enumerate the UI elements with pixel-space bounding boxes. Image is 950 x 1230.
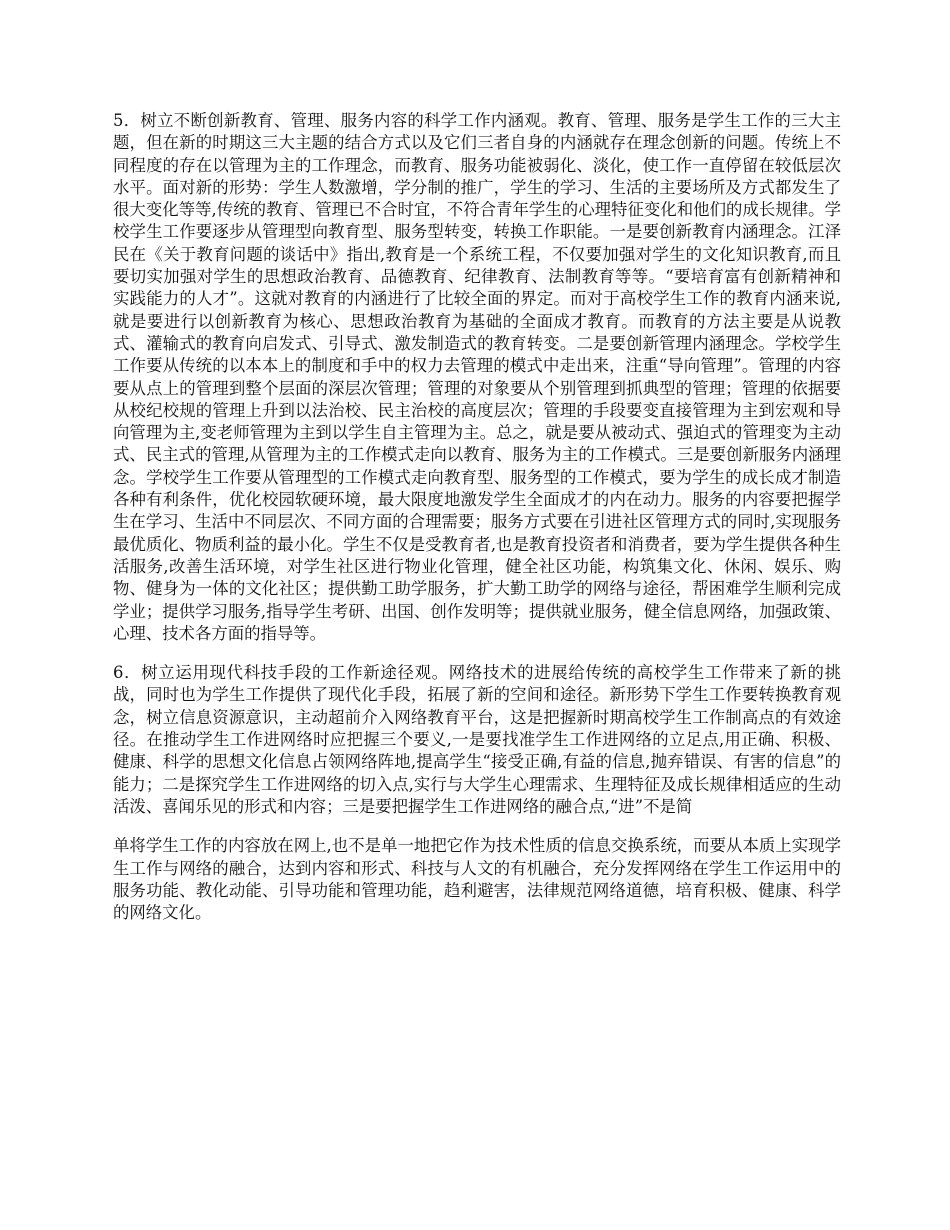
document-page	[113, 110, 841, 941]
paragraph-5-student-work-content: 5．树立不断创新教育、管理、服务内容的科学工作内涵观。教育、管理、服务是学生工作的三大主题，但在新的时期这三大主题的结合方式以及它们三者自身的内涵就存在理念创新的问题。传统上不同程度的存在以管理为主的工作理念，而教育、服务功能被弱化、淡化，使工作一直停留在较低层次水平。面对新的形势：学生人数激增，学分制的推广，学生的学习、生活的主要场所及方式都发生了很大变化等等,传统的教育、管理已不合时宜，不符合青年学生的心理特征变化和他们的成长规律。学校学生工作要逐步从管理型向教育型、服务型转变，转换工作职能。一是要创新教育内涵理念。江泽民在《关于教育问题的谈话中》指出,教育是一个系统工程，不仅要加强对学生的文化知识教育,而且要切实加强对学生的思想政治教育、品德教育、纪律教育、法制教育等等。“要培育富有创新精神和实践能力的人才”。这就对教育的内涵进行了比较全面的界定。而对于高校学生工作的教育内涵来说,就是要进行以创新教育为核心、思想政治教育为基础的全面成才教育。而教育的方法主要是从说教式、灌输式的教育向启发式、引导式、激发制造式的教育转变。二是要创新管理内涵理念。学校学生工作要从传统的以本本上的制度和手中的权力去管理的模式中走出来，注重“导向管理”。管理的内容要从点上的管理到整个层面的深层次管理；管理的对象要从个别管理到抓典型的管理；管理的依据要从校纪校规的管理上升到以法治校、民主治校的高度层次；管理的手段要变直接管理为主到宏观和导向管理为主,变老师管理为主到以学生自主管理为主。总之，就是要从被动式、强迫式的管理变为主动式、民主式的管理,从管理为主的工作模式走向以教育、服务为主的工作模式。三是要创新服务内涵理念。学校学生工作要从管理型的工作模式走向教育型、服务型的工作模式，要为学生的成长成才制造各种有利条件，优化校园软硬环境，最大限度地激发学生全面成才的内在动力。服务的内容要把握学生在学习、生活中不同层次、不同方面的合理需要；服务方式要在引进社区管理方式的同时,实现服务最优质化、物质利益的最小化。学生不仅是受教育者,也是教育投资者和消费者，要为学生提供各种生活服务,改善生活环境，对学生社区进行物业化管理，健全社区功能，构筑集文化、休闲、娱乐、购物、健身为一体的文化社区；提供勤工助学服务，扩大勤工助学的网络与途径，帮困难学生顺利完成学业；提供学习服务,指导学生考研、出国、创作发明等；提供就业服务，健全信息网络，加强政策、心理、技术各方面的指导等。	[113, 111, 841, 643]
paragraph-network-integration: 单将学生工作的内容放在网上,也不是单一地把它作为技术性质的信息交换系统，而要从本质上实现学生工作与网络的融合，达到内容和形式、科技与人文的有机融合，充分发挥网络在学生工作运用中的服务功能、教化动能、引导功能和管理功能，趋利避害，法律规范网络道德，培育积极、健康、科学的网络文化。	[113, 836, 841, 923]
paragraph-6-network-approach: 6．树立运用现代科技手段的工作新途径观。网络技术的进展给传统的高校学生工作带来了新的挑战，同时也为学生工作提供了现代化手段，拓展了新的空间和途径。新形势下学生工作要转换教育观念，树立信息资源意识，主动超前介入网络教育平台，这是把握新时期高校学生工作制高点的有效途径。在推动学生工作进网络时应把握三个要义,一是要找准学生工作进网络的立足点,用正确、积极、健康、科学的思想文化信息占领网络阵地,提高学生“接受正确,有益的信息,抛弃错误、有害的信息”的能力；二是探究学生工作进网络的切入点,实行与大学生心理需求、生理特征及成长规律相适应的生动活泼、喜闻乐见的形式和内容；三是要把握学生工作进网络的融合点,“进”不是简	[113, 663, 841, 816]
